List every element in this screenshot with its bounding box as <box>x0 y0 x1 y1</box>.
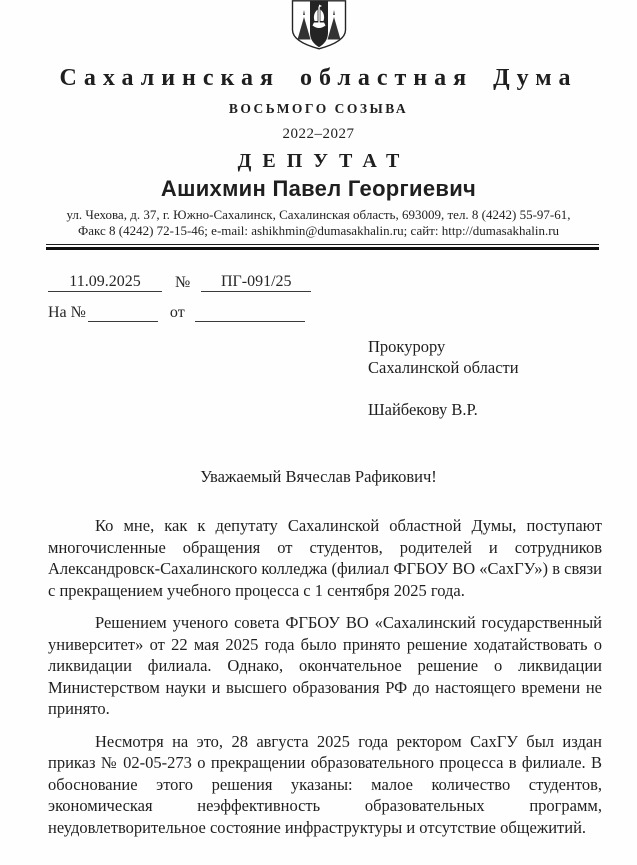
reply-date-blank <box>195 321 305 322</box>
reply-to-number-label: На № <box>48 304 86 321</box>
contact-address-line: ул. Чехова, д. 37, г. Южно-Сахалинск, Сахалинская область, 693009, тел. 8 (4242) 55-97-61, <box>66 207 571 222</box>
deputy-name: Ашихмин Павел Георгиевич <box>160 176 477 201</box>
deputy-position-title: ДЕПУТАТ <box>237 150 411 172</box>
letterhead-divider-thick <box>46 247 599 250</box>
addressee-name: Шайбекову В.Р. <box>368 400 478 419</box>
body-paragraph-3: Несмотря на это, 28 августа 2025 года ректором СахГУ был издан приказ № 02-05-273 о прекращении образовательного процесса в филиале. В обоснование этого решения указаны: малое количество студентов, экономическая неэффективность образовательных программ, неудовлетворительное состояние инфраструктуры и отсутствие общежитий. <box>48 731 602 837</box>
letter-body <box>48 515 602 849</box>
body-paragraph-2: Решением ученого совета ФГБОУ ВО «Сахалинский государственный университет» от 22 мая 2025 года было принято решение ходатайствовать о ликвидации филиала. Однако, окончательное решение о ликвидации Министерством науки и высшего образования РФ до настоящего времени не принято. <box>48 613 602 718</box>
number-sign-label: № <box>175 274 191 291</box>
letter-date: 11.09.2025 <box>48 273 162 292</box>
addressee-block <box>368 337 519 421</box>
convocation-label: ВОСЬМОГО СОЗЫВА <box>228 101 409 116</box>
reply-number-blank <box>88 321 158 322</box>
letterhead <box>0 0 637 250</box>
letterhead-divider-thin <box>46 244 599 245</box>
reply-from-label: от <box>169 304 185 321</box>
sakhalin-coat-of-arms-icon <box>0 0 637 48</box>
letter-number: ПГ-091/25 <box>201 273 311 292</box>
salutation: Уважаемый Вячеслав Рафикович! <box>200 467 437 486</box>
addressee-region: Сахалинской области <box>368 357 519 377</box>
reference-block <box>48 268 311 322</box>
convocation-years: 2022–2027 <box>282 126 355 142</box>
addressee-spacer <box>368 378 519 400</box>
org-name: Сахалинская областная Дума <box>59 65 578 91</box>
addressee-title: Прокурору <box>368 337 446 356</box>
reference-row-reply <box>48 298 311 322</box>
contact-fax-email-line: Факс 8 (4242) 72-15-46; e-mail: ashikhmin@dumasakhalin.ru; сайт: http://dumasakhalin.ru <box>77 222 560 238</box>
reference-row-outgoing <box>48 268 311 292</box>
body-paragraph-1: Ко мне, как к депутату Сахалинской областной Думы, поступают многочисленные обращения от студентов, родителей и сотрудников Александровск-Сахалинского колледжа (филиал ФГБОУ ВО «СахГУ») в связи с прекращением учебного процесса с 1 сентября 2025 года. <box>48 516 602 600</box>
